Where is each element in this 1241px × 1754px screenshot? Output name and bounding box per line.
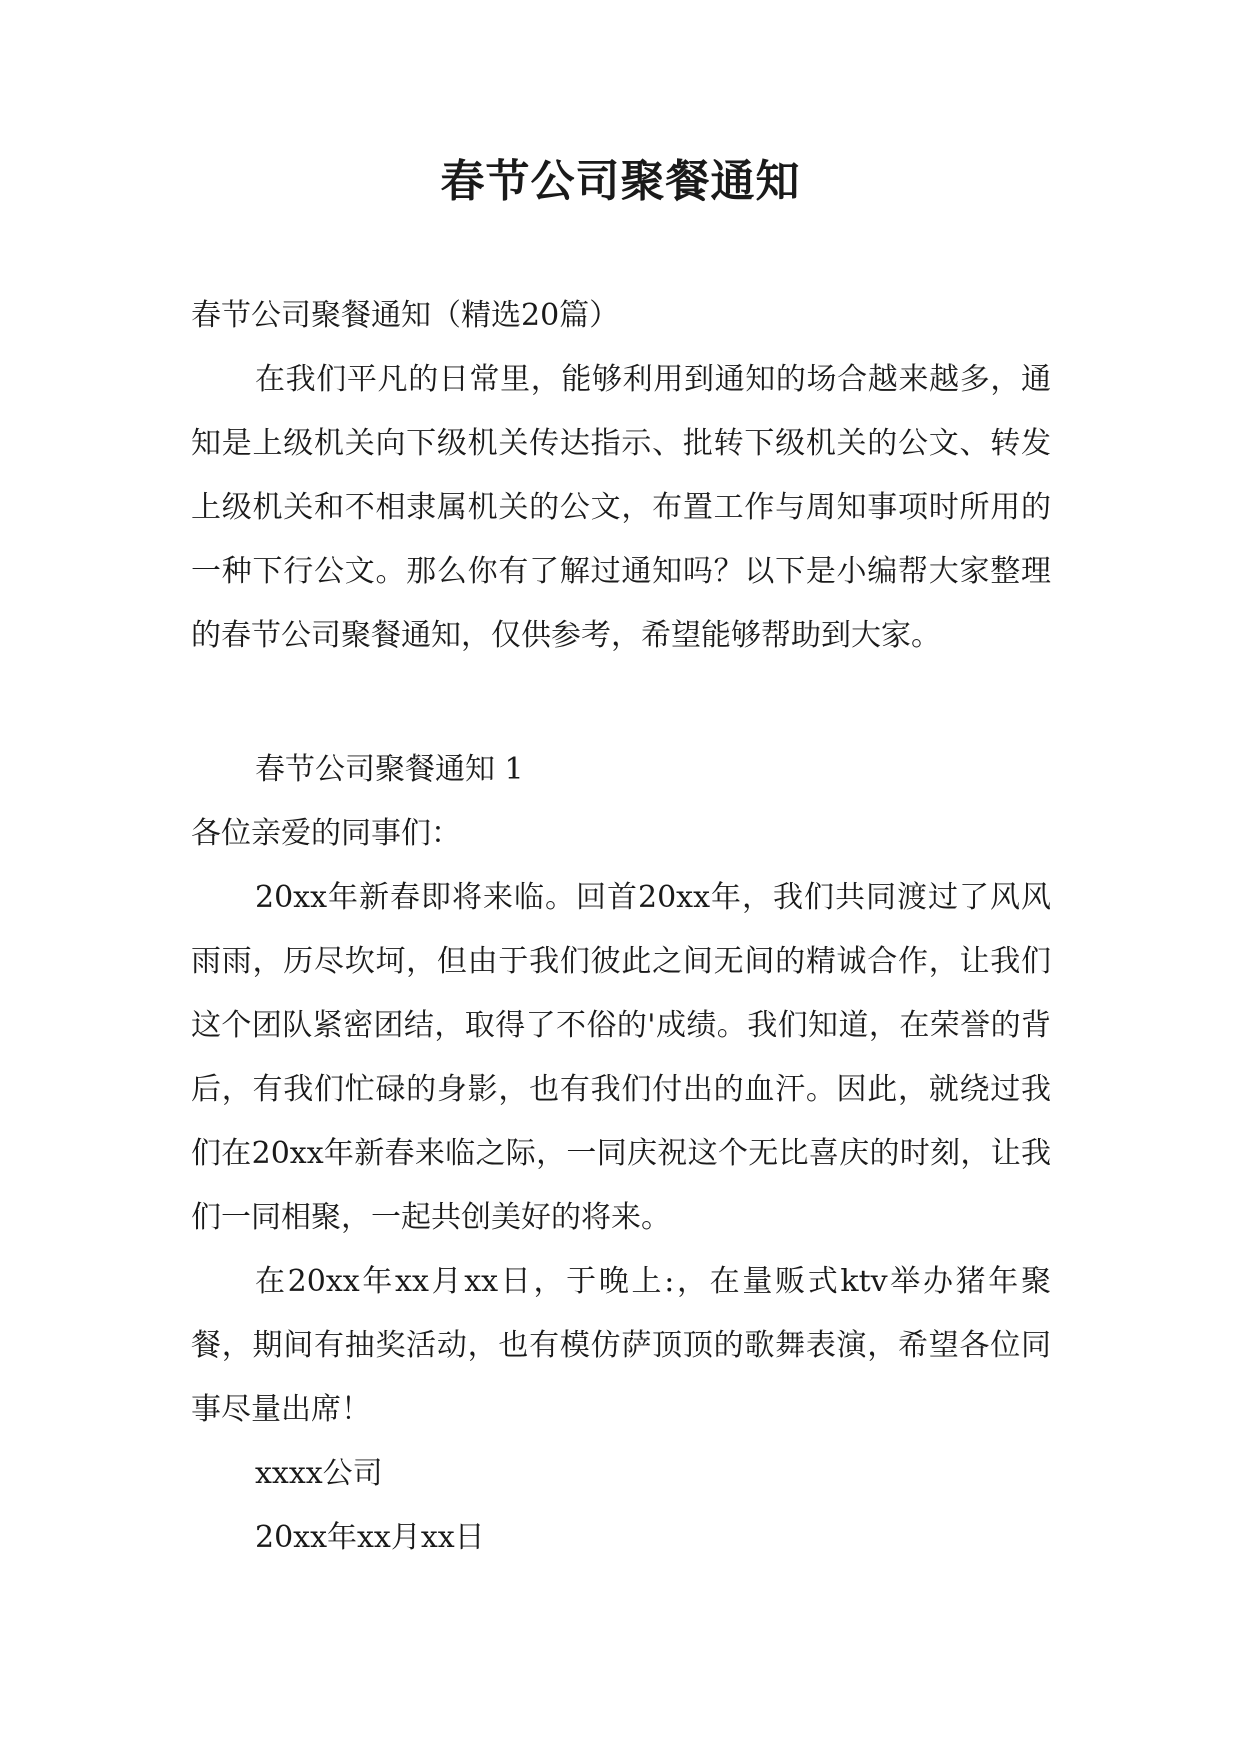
intro-paragraph: 在我们平凡的日常里，能够利用到通知的场合越来越多，通知是上级机关向下级机关传达指示、批转下级机关的公文、转发上级机关和不相隶属机关的公文，布置工作与周知事项时所用的一种下行公文。那么你有了解过通知吗？以下是小编帮大家整理的春节公司聚餐通知，仅供参考，希望能够帮助到大家。 <box>191 362 1051 653</box>
signature-company: xxxx公司 <box>255 1456 383 1491</box>
greeting-line: 各位亲爱的同事们： <box>191 816 461 851</box>
document-body <box>191 284 1051 1570</box>
signature-date: 20xx年xx月xx日 <box>255 1520 485 1555</box>
body-paragraph-2: 在20xx年xx月xx日，于晚上:，在量贩式ktv举办猪年聚餐，期间有抽奖活动，也有模仿萨顶顶的歌舞表演，希望各位同事尽量出席！ <box>191 1264 1051 1427</box>
document-title: 春节公司聚餐通知 <box>440 156 801 207</box>
document-subtitle: 春节公司聚餐通知（精选20篇） <box>191 298 620 333</box>
section-heading: 春节公司聚餐通知 1 <box>255 752 524 787</box>
section-gap <box>191 668 1051 738</box>
body-paragraph-1: 20xx年新春即将来临。回首20xx年，我们共同渡过了风风雨雨，历尽坎坷，但由于我们彼此之间无间的精诚合作，让我们这个团队紧密团结，取得了不俗的'成绩。我们知道，在荣誉的背后，有我们忙碌的身影，也有我们付出的血汗。因此，就绕过我们在20xx年新春来临之际，一同庆祝这个无比喜庆的时刻，让我们一同相聚，一起共创美好的将来。 <box>191 880 1051 1235</box>
